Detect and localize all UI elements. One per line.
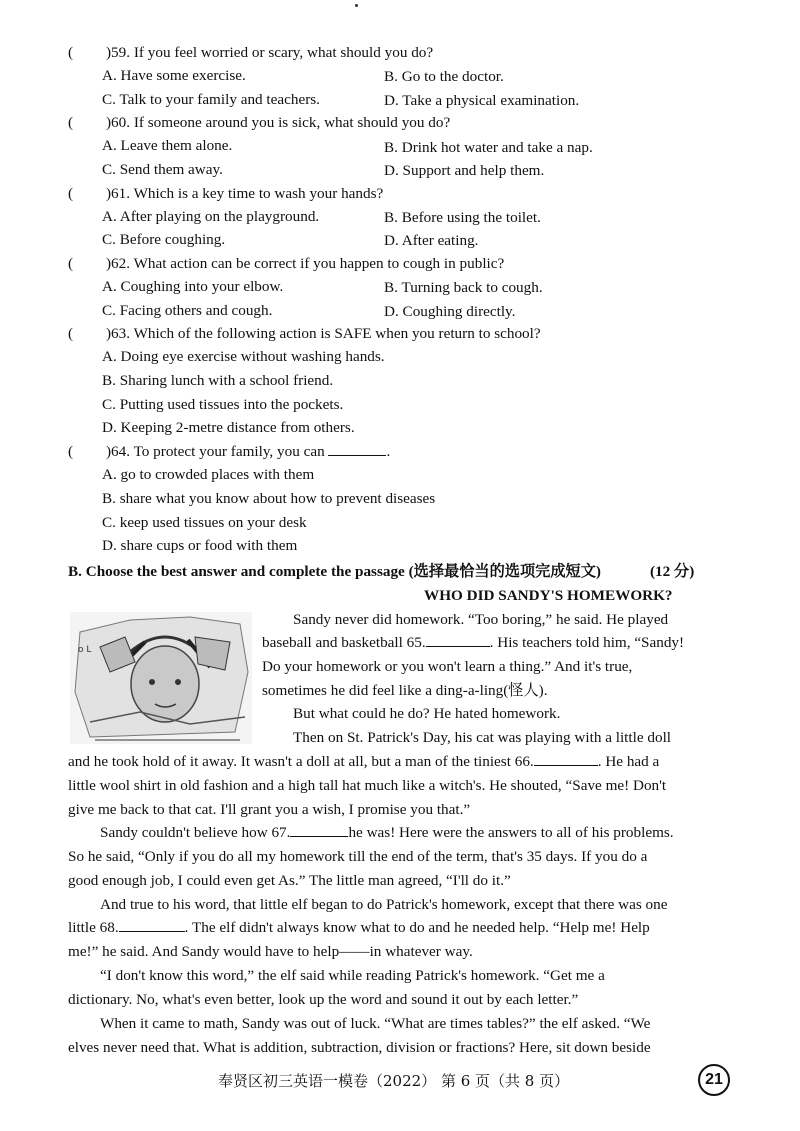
- blank-65[interactable]: [426, 634, 490, 647]
- answer-bracket[interactable]: (: [68, 325, 74, 342]
- option-b: B. Sharing lunch with a school friend.: [102, 372, 334, 389]
- option-d: D. Keeping 2-metre distance from others.: [102, 419, 355, 436]
- option-a: A. Coughing into your elbow.: [102, 278, 284, 295]
- blank-67[interactable]: [290, 824, 348, 837]
- option-a: A. go to crowded places with them: [102, 466, 315, 483]
- option-c: C. Putting used tissues into the pockets.: [102, 396, 344, 413]
- scan-mark: [355, 4, 358, 7]
- option-c: C. Before coughing.: [102, 231, 226, 248]
- question-stem: )61. Which is a key time to wash your hands?: [106, 185, 384, 202]
- answer-bracket[interactable]: (: [68, 114, 74, 131]
- question-stem: )60. If someone around you is sick, what should you do?: [106, 114, 451, 131]
- option-b: B. Turning back to cough.: [384, 279, 543, 296]
- passage-line: give me back to that cat. I'll grant you a wish, I promise you that.”: [68, 801, 471, 818]
- svg-text:o L: o L: [78, 645, 92, 655]
- option-b: B. Before using the toilet.: [384, 209, 541, 226]
- option-d: D. After eating.: [384, 232, 479, 249]
- option-c: C. Send them away.: [102, 161, 223, 178]
- passage-line: good enough job, I could even get As.” The little man agreed, “I'll do it.”: [68, 872, 511, 889]
- section-b-score: (12 分): [650, 563, 695, 580]
- passage-title: WHO DID SANDY'S HOMEWORK?: [424, 587, 673, 604]
- question-stem: )63. Which of the following action is SAFE when you return to school?: [106, 325, 541, 342]
- blank-66[interactable]: [534, 753, 598, 766]
- blank-68[interactable]: [119, 919, 185, 932]
- option-a: A. Leave them alone.: [102, 137, 233, 154]
- option-c: C. Talk to your family and teachers.: [102, 91, 320, 108]
- option-b: B. Drink hot water and take a nap.: [384, 139, 593, 156]
- answer-bracket[interactable]: (: [68, 44, 74, 61]
- option-d: D. Support and help them.: [384, 162, 545, 179]
- passage-line: “I don't know this word,” the elf said while reading Patrick's homework. “Get me a: [100, 967, 605, 984]
- passage-line: little 68. . The elf didn't always know what to do and he needed help. “Help me! Help: [68, 919, 650, 936]
- section-b-instruction: B. Choose the best answer and complete the passage (选择最恰当的选项完成短文): [68, 563, 601, 580]
- answer-bracket[interactable]: (: [68, 185, 74, 202]
- passage-line: sometimes he did feel like a ding-a-ling(怪人).: [262, 682, 548, 699]
- option-b: B. Go to the doctor.: [384, 68, 504, 85]
- passage-line: And true to his word, that little elf began to do Patrick's homework, except that there was one: [100, 896, 668, 913]
- option-a: A. After playing on the playground.: [102, 208, 320, 225]
- option-a: A. Have some exercise.: [102, 67, 246, 84]
- passage-line: me!” he said. And Sandy would have to help——in whatever way.: [68, 943, 473, 960]
- passage-line: elves never need that. What is addition, subtraction, division or fractions? Here, sit down beside: [68, 1039, 651, 1056]
- passage-line: When it came to math, Sandy was out of luck. “What are times tables?” the elf asked. “We: [100, 1015, 651, 1032]
- answer-bracket[interactable]: (: [68, 443, 74, 460]
- page-number-badge: 21: [698, 1064, 730, 1096]
- question-stem: )62. What action can be correct if you happen to cough in public?: [106, 255, 505, 272]
- passage-line: little wool shirt in old fashion and a high tall hat much like a witch's. He shouted, “Save me! Don't: [68, 777, 667, 794]
- page-footer: 奉贤区初三英语一模卷（2022） 第 6 页（共 8 页）: [218, 1072, 570, 1090]
- passage-line: and he took hold of it away. It wasn't a doll at all, but a man of the tiniest 66. . He had a: [68, 753, 660, 770]
- option-d: D. share cups or food with them: [102, 537, 298, 554]
- passage-line: baseball and basketball 65. . His teachers told him, “Sandy!: [262, 634, 685, 651]
- passage-line: Sandy couldn't believe how 67. he was! Here were the answers to all of his problems.: [100, 824, 674, 841]
- option-a: A. Doing eye exercise without washing hands.: [102, 348, 385, 365]
- passage-line: So he said, “Only if you do all my homework till the end of the term, that's 35 days. If you do a: [68, 848, 648, 865]
- answer-bracket[interactable]: (: [68, 255, 74, 272]
- option-c: C. Facing others and cough.: [102, 302, 273, 319]
- option-d: D. Take a physical examination.: [384, 92, 580, 109]
- option-b: B. share what you know about how to prevent diseases: [102, 490, 436, 507]
- passage-line: Sandy never did homework. “Too boring,” he said. He played: [293, 611, 669, 628]
- answer-blank[interactable]: [328, 443, 386, 456]
- child-reading-photo: [70, 612, 252, 744]
- option-d: D. Coughing directly.: [384, 303, 516, 320]
- question-stem: )64. To protect your family, you can .: [106, 443, 391, 460]
- question-stem: )59. If you feel worried or scary, what should you do?: [106, 44, 434, 61]
- passage-line: Then on St. Patrick's Day, his cat was playing with a little doll: [293, 729, 672, 746]
- option-c: C. keep used tissues on your desk: [102, 514, 307, 531]
- passage-line: dictionary. No, what's even better, look up the word and sound it out by each letter.”: [68, 991, 579, 1008]
- passage-line: Do your homework or you won't learn a thing.” And it's true,: [262, 658, 633, 675]
- passage-paragraph-2: But what could he do? He hated homework.: [293, 705, 561, 722]
